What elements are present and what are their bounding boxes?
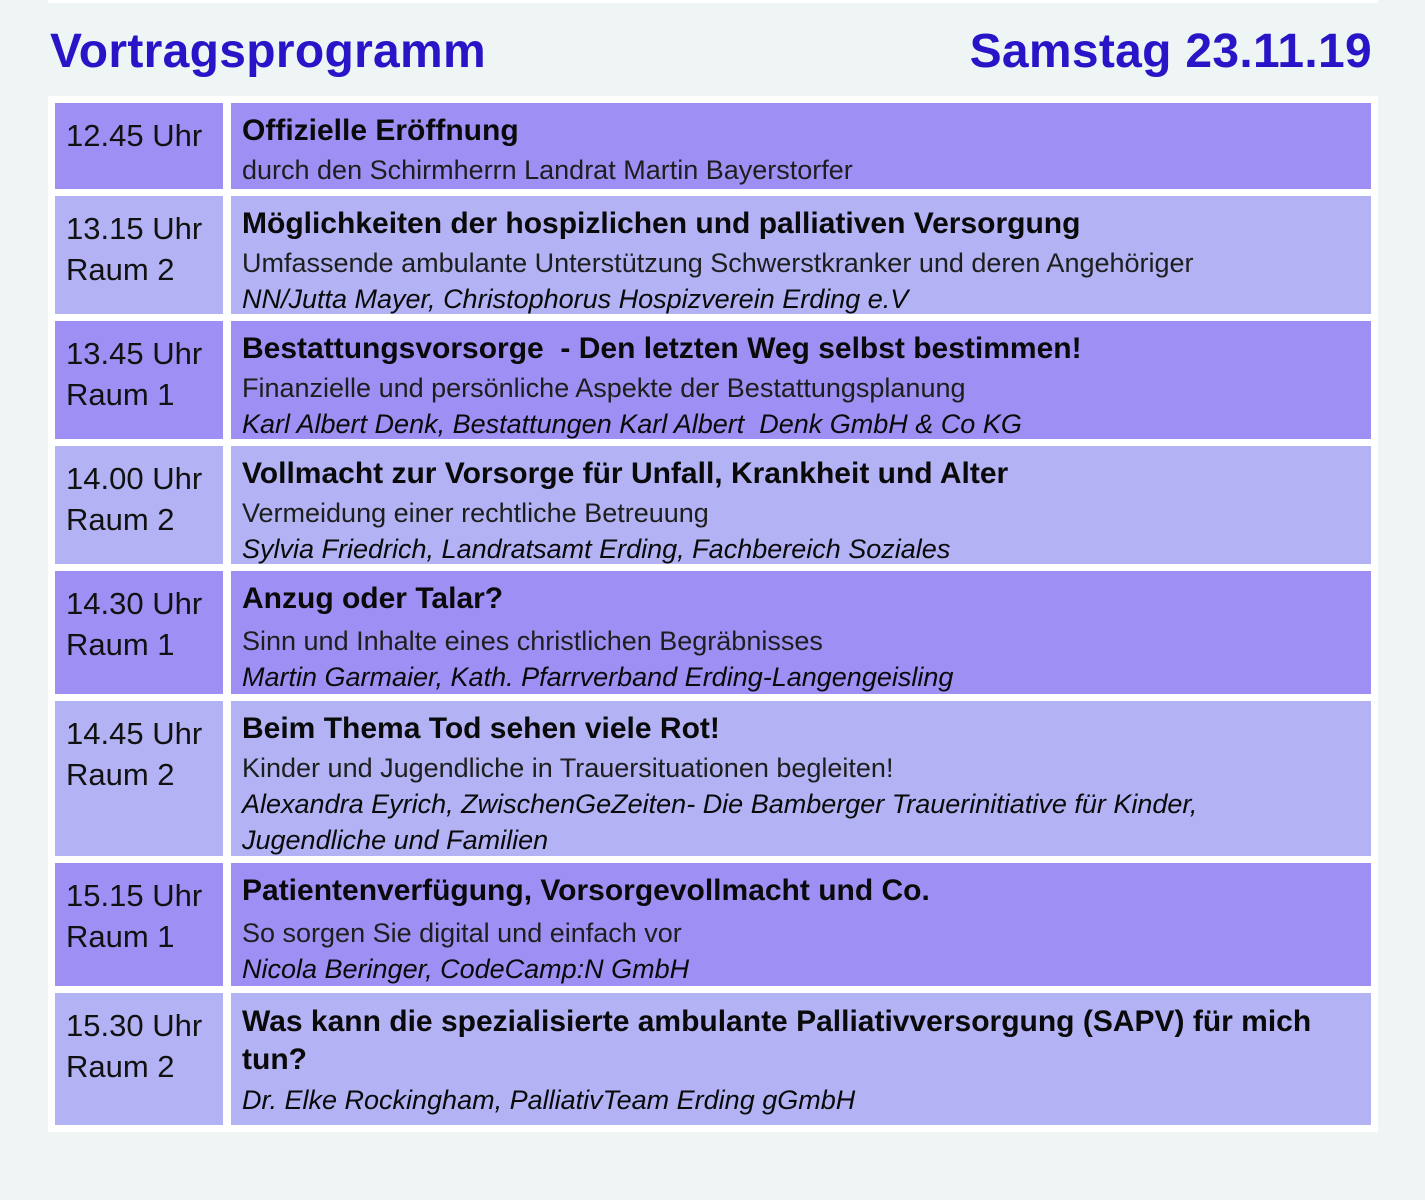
session-speaker: NN/Jutta Mayer, Christophorus Hospizverein Erding e.V xyxy=(242,284,909,314)
session-title: Möglichkeiten der hospizlichen und palliativen Versorgung xyxy=(242,207,1081,240)
page-header xyxy=(50,18,1372,88)
schedule-row-1315 xyxy=(55,196,1371,314)
session-time: 14.30 Uhr xyxy=(66,586,203,621)
session-room: Raum 1 xyxy=(66,627,175,662)
session-subtitle: durch den Schirmherrn Landrat Martin Bayerstorfer xyxy=(242,155,853,185)
session-speaker: Sylvia Friedrich, Landratsamt Erding, Fachbereich Soziales xyxy=(242,534,951,564)
event-date: Samstag 23.11.19 xyxy=(969,25,1372,78)
session-time: 14.45 Uhr xyxy=(66,716,203,751)
session-subtitle: Kinder und Jugendliche in Trauersituationen begleiten! xyxy=(242,753,894,783)
time-cell xyxy=(55,701,223,856)
content-cell xyxy=(231,863,1371,986)
session-room: Raum 2 xyxy=(66,757,175,792)
content-cell xyxy=(231,446,1371,564)
session-title: Was kann die spezialisierte ambulante Palliativversorgung (SAPV) für mich tun? xyxy=(242,1005,1312,1076)
session-subtitle: Vermeidung einer rechtliche Betreuung xyxy=(242,498,709,528)
content-cell xyxy=(231,321,1371,439)
schedule-table xyxy=(48,96,1378,1132)
session-time: 13.15 Uhr xyxy=(66,211,203,246)
content-cell xyxy=(231,701,1371,856)
time-cell xyxy=(55,446,223,564)
time-cell xyxy=(55,863,223,986)
session-speaker: Dr. Elke Rockingham, PalliativTeam Erding gGmbH xyxy=(242,1085,856,1115)
session-title: Anzug oder Talar? xyxy=(242,582,504,615)
session-subtitle: Umfassende ambulante Unterstützung Schwerstkranker und deren Angehöriger xyxy=(242,248,1194,278)
time-cell xyxy=(55,993,223,1125)
time-cell xyxy=(55,196,223,314)
session-room: Raum 2 xyxy=(66,502,175,537)
session-time: 14.00 Uhr xyxy=(66,461,203,496)
session-time: 15.30 Uhr xyxy=(66,1008,203,1043)
session-title: Bestattungsvorsorge - Den letzten Weg selbst bestimmen! xyxy=(242,332,1082,365)
session-title: Beim Thema Tod sehen viele Rot! xyxy=(242,712,720,745)
schedule-row-1400 xyxy=(55,446,1371,564)
content-cell xyxy=(231,993,1371,1125)
time-cell xyxy=(55,571,223,694)
time-cell xyxy=(55,321,223,439)
content-cell xyxy=(231,571,1371,694)
session-title: Patientenverfügung, Vorsorgevollmacht und Co. xyxy=(242,874,930,907)
session-speaker: Nicola Beringer, CodeCamp:N GmbH xyxy=(242,954,690,984)
session-speaker: Karl Albert Denk, Bestattungen Karl Albert Denk GmbH & Co KG xyxy=(242,409,1022,439)
schedule-row-1515 xyxy=(55,863,1371,986)
session-room: Raum 1 xyxy=(66,919,175,954)
session-room: Raum 1 xyxy=(66,377,175,412)
session-title: Offizielle Eröffnung xyxy=(242,114,519,147)
page-title: Vortragsprogramm xyxy=(50,25,487,78)
session-subtitle: So sorgen Sie digital und einfach vor xyxy=(242,918,682,948)
content-cell xyxy=(231,103,1371,189)
session-time: 12.45 Uhr xyxy=(66,118,203,153)
session-room: Raum 2 xyxy=(66,1049,175,1084)
session-subtitle: Finanzielle und persönliche Aspekte der Bestattungsplanung xyxy=(242,373,966,403)
session-speaker: Martin Garmaier, Kath. Pfarrverband Erding-Langengeisling xyxy=(242,662,954,692)
schedule-row-1245 xyxy=(55,103,1371,189)
top-divider xyxy=(48,0,1378,3)
session-speaker: Alexandra Eyrich, ZwischenGeZeiten- Die Bamberger Trauerinitiative für Kinder, Jugendliche und Familien xyxy=(242,789,1198,855)
session-subtitle: Sinn und Inhalte eines christlichen Begräbnisses xyxy=(242,626,823,656)
schedule-row-1430 xyxy=(55,571,1371,694)
content-cell xyxy=(231,196,1371,314)
session-room: Raum 2 xyxy=(66,252,175,287)
schedule-row-1345 xyxy=(55,321,1371,439)
session-time: 13.45 Uhr xyxy=(66,336,203,371)
schedule-row-1445 xyxy=(55,701,1371,856)
schedule-row-1530 xyxy=(55,993,1371,1125)
session-title: Vollmacht zur Vorsorge für Unfall, Krankheit und Alter xyxy=(242,457,1009,490)
session-time: 15.15 Uhr xyxy=(66,878,203,913)
time-cell xyxy=(55,103,223,189)
